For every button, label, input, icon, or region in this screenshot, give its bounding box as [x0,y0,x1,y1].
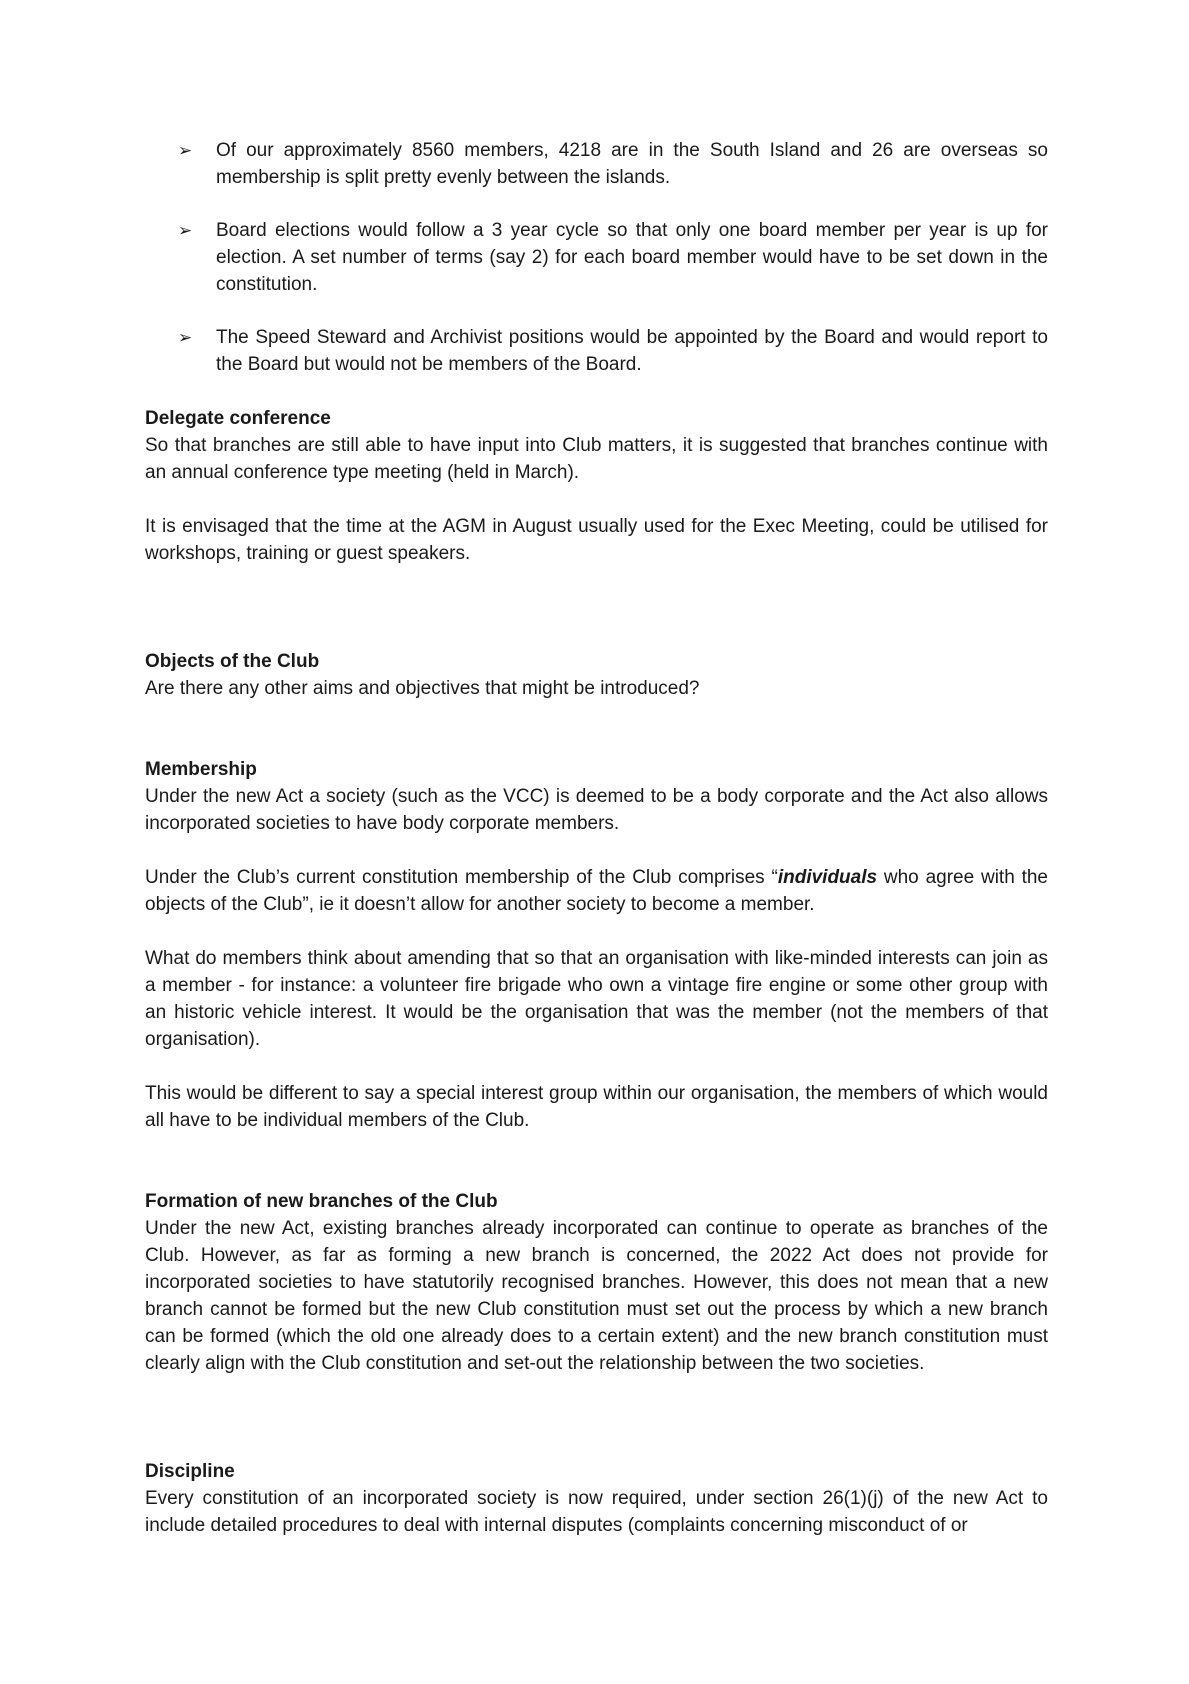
paragraph: It is envisaged that the time at the AGM in August usually used for the Exec Meeting, could be utilised for workshops, training or guest speakers. [145,516,1048,564]
paragraph [145,864,1048,918]
section-discipline [145,1458,1048,1539]
section-heading: Delegate conference [145,408,331,429]
bullet-text: Of our approximately 8560 members, 4218 are in the South Island and 26 are overseas so membership is split pretty evenly between the islands. [216,140,1048,188]
section-heading: Membership [145,759,257,780]
section-objects-of-the-club [145,648,1048,702]
section-membership [145,756,1048,1134]
section-heading: Formation of new branches of the Club [145,1191,498,1212]
bullet-item [178,324,1048,378]
section-delegate-conference [145,405,1048,567]
text-run: who agree with the objects of the Club”, ie it doesn’t allow for another society to become a member. [145,867,1048,915]
paragraph: Under the new Act a society (such as the VCC) is deemed to be a body corporate and the Act also allows incorporated societies to have body corporate members. [145,786,1048,834]
bullet-text: The Speed Steward and Archivist positions would be appointed by the Board and would report to the Board but would not be members of the Board. [216,327,1048,375]
bullet-item [178,137,1048,191]
bullet-item [178,217,1048,298]
paragraph: So that branches are still able to have input into Club matters, it is suggested that branches continue with an annual conference type meeting (held in March). [145,435,1048,483]
arrow-bullet-icon: ➢ [178,328,193,347]
bullet-text: Board elections would follow a 3 year cycle so that only one board member per year is up for election. A set number of terms (say 2) for each board member would have to be set down in the constitution. [216,220,1048,295]
arrow-bullet-icon: ➢ [178,221,193,240]
paragraph: Are there any other aims and objectives that might be introduced? [145,678,700,699]
emphasis-text: individuals [777,867,878,888]
arrow-bullet-icon: ➢ [178,141,193,160]
paragraph: This would be different to say a special interest group within our organisation, the members of which would all have to be individual members of the Club. [145,1083,1048,1131]
text-run: Under the Club’s current constitution membership of the Club comprises “ [145,867,778,888]
section-heading: Objects of the Club [145,651,320,672]
section-formation-of-new-branches [145,1188,1048,1377]
section-heading: Discipline [145,1461,235,1482]
paragraph: Under the new Act, existing branches already incorporated can continue to operate as branches of the Club. However, as far as forming a new branch is concerned, the 2022 Act does not provide for incorporated societies to have statutorily recognised branches. However, this does not mean that a new branch cannot be formed but the new Club constitution must set out the process by which a new branch can be formed (which the old one already does to a certain extent) and the new branch constitution must clearly align with the Club constitution and set-out the relationship between the two societies. [145,1218,1048,1374]
paragraph: Every constitution of an incorporated society is now required, under section 26(1)(j) of the new Act to include detailed procedures to deal with internal disputes (complaints concerning misconduct of or [145,1488,1048,1536]
paragraph: What do members think about amending that so that an organisation with like-minded interests can join as a member - for instance: a volunteer fire brigade who own a vintage fire engine or some other group with an historic vehicle interest. It would be the organisation that was the member (not the members of that organisation). [145,948,1048,1050]
bullet-list [178,137,1048,404]
